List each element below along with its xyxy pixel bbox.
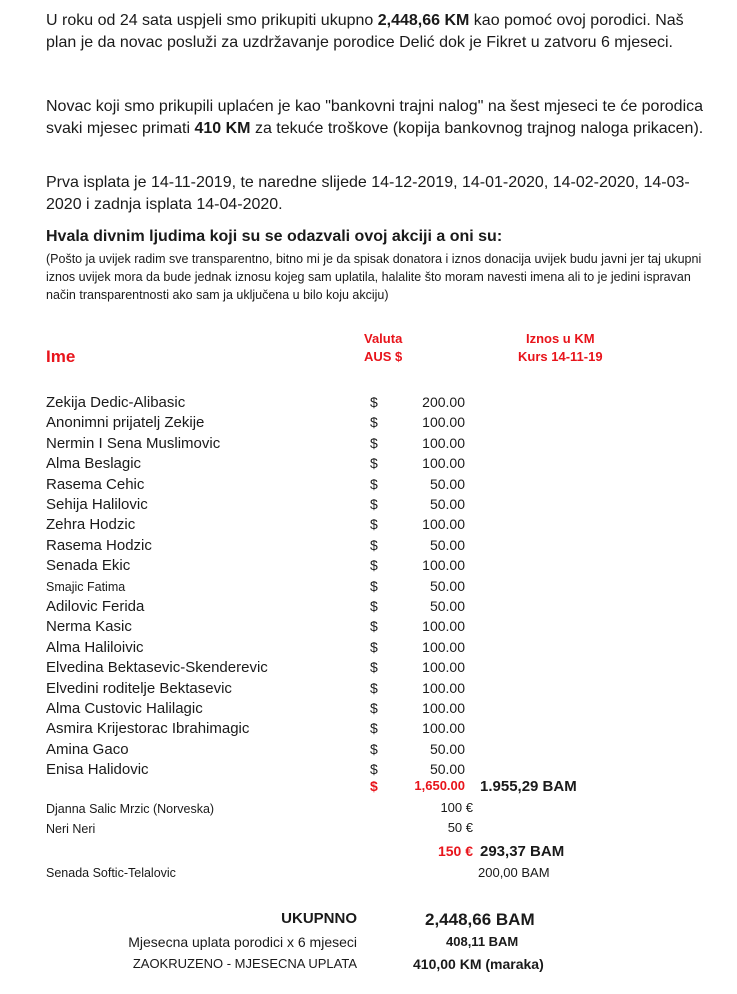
- donor-amount: 100 €: [440, 800, 473, 815]
- donor-currency: $: [370, 516, 378, 533]
- monthly-row: [0, 934, 737, 954]
- total-value: 2,448,66 BAM: [425, 910, 535, 929]
- donor-currency: $: [370, 496, 378, 512]
- donor-row-aud: [0, 741, 737, 761]
- donor-currency: $: [370, 740, 378, 757]
- donor-row-aud: [0, 659, 737, 679]
- donor-currency: $: [370, 720, 378, 737]
- donor-amount: 50.00: [429, 475, 465, 492]
- donor-row-aud: [0, 557, 737, 577]
- donor-row-aud: [0, 516, 737, 536]
- donor-amount: 100.00: [422, 455, 465, 472]
- total-label: UKUPNNO: [281, 910, 357, 927]
- donor-name: Djanna Salic Mrzic (Norveska): [46, 802, 215, 816]
- rounded-value: 410,00 KM (maraka): [413, 956, 544, 972]
- donor-row-aud: [0, 700, 737, 720]
- donor-amount: 50.00: [429, 577, 465, 594]
- donor-amount: 100.00: [422, 414, 465, 431]
- donor-name: Elvedina Bektasevic-Skenderevic: [46, 659, 268, 677]
- donor-row-aud: [0, 496, 737, 516]
- donor-currency: $: [370, 761, 378, 778]
- donor-amount: 100.00: [422, 720, 465, 737]
- intro-paragraph-1: U roku od 24 sata uspjeli smo prikupiti ukupno 2,448,66 KM kao pomoć ovoj porodici. Naš plan je da novac posluži za uzdržavanje porodice Delić dok je Fikret u zatvoru 6 mjeseci.: [46, 12, 684, 51]
- donor-currency: $: [370, 618, 378, 635]
- donor-name: Enisa Halidovic: [46, 761, 149, 779]
- donor-name: Asmira Krijestorac Ibrahimagic: [46, 720, 250, 738]
- donor-row-eur: [0, 800, 737, 820]
- donor-name: Amina Gaco: [46, 740, 129, 758]
- donor-row-aud: [0, 598, 737, 618]
- thanks-note: (Pošto ja uvijek radim sve transparentno, bitno mi je da spisak donatora i iznos donacija uvijek budu javni jer taj ukupni iznos uvijek mora da bude jednak iznosu kojeg sam uplatila, halalite što moram navesti imena ali to je jedini ispravan način transparentnosti ako sam ja uključena u bilo koju akciju): [46, 252, 702, 302]
- donor-row-aud: [0, 455, 737, 475]
- donor-amount: 50.00: [429, 598, 465, 614]
- monthly-label: Mjesecna uplata porodici x 6 mjeseci: [128, 934, 357, 950]
- currency-header-line-1: Valuta: [364, 331, 403, 346]
- currency-header-line-2: AUS $: [364, 349, 403, 364]
- donor-name: Zehra Hodzic: [46, 516, 136, 534]
- amount-header-line-2: Kurs 14-11-19: [518, 349, 603, 364]
- donor-name: Rasema Hodzic: [46, 536, 152, 554]
- subtotal-aud-amount: 1,650.00: [414, 778, 465, 793]
- donor-currency: $: [370, 679, 378, 696]
- donor-name: Nermin I Sena Muslimovic: [46, 434, 221, 452]
- subtotal-eur-row: [0, 843, 737, 863]
- donor-amount: 100.00: [422, 638, 465, 655]
- subtotal-aud-row: [0, 778, 737, 798]
- donor-currency: $: [370, 557, 378, 574]
- donor-currency: $: [370, 638, 378, 655]
- monthly-value: 408,11 BAM: [446, 934, 519, 949]
- donor-amount: 100.00: [422, 434, 465, 451]
- donor-row-aud: [0, 476, 737, 496]
- donor-row-aud: [0, 394, 737, 414]
- donor-name: Adilovic Ferida: [46, 598, 145, 615]
- donor-currency: $: [370, 536, 378, 553]
- intro-paragraph-2: Novac koji smo prikupili uplaćen je kao "bankovni trajni nalog" na šest mjeseci te će porodica svaki mjesec primati 410 KM za tekuće troškove (kopija bankovnog trajnog naloga prikacen).: [46, 98, 704, 137]
- donor-name: Neri Neri: [46, 822, 96, 836]
- donor-currency: $: [370, 434, 378, 451]
- donor-currency: $: [370, 577, 378, 594]
- thanks-title: Hvala divnim ljudima koji su se odazvali ovoj akciji a oni su:: [46, 228, 503, 245]
- donor-row-aud: [0, 578, 737, 598]
- donor-row-aud: [0, 618, 737, 638]
- donor-amount: 50.00: [429, 496, 465, 512]
- donor-row-aud: [0, 680, 737, 700]
- donor-amount: 100.00: [422, 618, 465, 635]
- subtotal-eur-bam: 293,37 BAM: [480, 843, 565, 860]
- donor-row-aud: [0, 435, 737, 455]
- intro-paragraph-3: Prva isplata je 14-11-2019, te naredne slijede 14-12-2019, 14-01-2020, 14-02-2020, 14-03-2020 i zadnja isplata 14-04-2020.: [46, 174, 690, 213]
- donor-amount: 200.00: [422, 394, 465, 410]
- donor-row-eur: [0, 820, 737, 840]
- donor-currency: $: [370, 475, 378, 492]
- donor-amount: 50 €: [447, 820, 473, 835]
- column-header-name: Ime: [46, 347, 76, 366]
- donor-name: Elvedini roditelje Bektasevic: [46, 679, 232, 697]
- donor-currency: $: [370, 659, 378, 676]
- donor-amount: 100.00: [422, 516, 465, 533]
- amount-header-line-1: Iznos u KM: [525, 331, 595, 346]
- donor-row-bam: [0, 864, 737, 884]
- donor-currency: $: [370, 414, 378, 431]
- donor-amount: 200,00 BAM: [478, 865, 550, 880]
- column-header-currency: [364, 330, 402, 366]
- donor-name: Alma Beslagic: [46, 455, 142, 473]
- donor-name: Senada Softic-Telalovic: [46, 866, 176, 880]
- donor-amount: 50.00: [429, 740, 465, 757]
- donor-name: Zekija Dedic-Alibasic: [46, 394, 186, 411]
- donor-amount: 100.00: [422, 679, 465, 696]
- donor-amount: 50.00: [429, 536, 465, 553]
- column-header-amount-km: [518, 330, 603, 366]
- donor-row-aud: [0, 639, 737, 659]
- subtotal-aud-currency: $: [370, 778, 378, 794]
- donor-currency: $: [370, 598, 378, 614]
- donor-name: Senada Ekic: [46, 557, 131, 575]
- donor-name: Sehija Halilovic: [46, 496, 148, 513]
- total-row: [0, 910, 737, 932]
- donor-name: Alma Haliloivic: [46, 638, 144, 656]
- donor-row-aud: [0, 720, 737, 740]
- donor-amount: 100.00: [422, 700, 465, 716]
- donor-name: Nerma Kasic: [46, 618, 132, 636]
- donor-currency: $: [370, 455, 378, 472]
- donor-name: Alma Custovic Halilagic: [46, 700, 203, 717]
- donor-name: Anonimni prijatelj Zekije: [46, 414, 205, 432]
- donor-amount: 50.00: [429, 761, 465, 778]
- donor-currency: $: [370, 700, 378, 716]
- donor-row-aud: [0, 537, 737, 557]
- subtotal-eur-amount: 150 €: [437, 843, 473, 859]
- donor-name: Smajic Fatima: [46, 579, 126, 594]
- rounded-row: [0, 956, 737, 976]
- subtotal-aud-bam: 1.955,29 BAM: [480, 778, 577, 795]
- donor-amount: 100.00: [422, 659, 465, 676]
- donor-row-aud: [0, 414, 737, 434]
- donor-amount: 100.00: [422, 557, 465, 574]
- rounded-label: ZAOKRUZENO - MJESECNA UPLATA: [132, 956, 357, 971]
- donor-currency: $: [370, 394, 378, 410]
- donor-name: Rasema Cehic: [46, 475, 145, 493]
